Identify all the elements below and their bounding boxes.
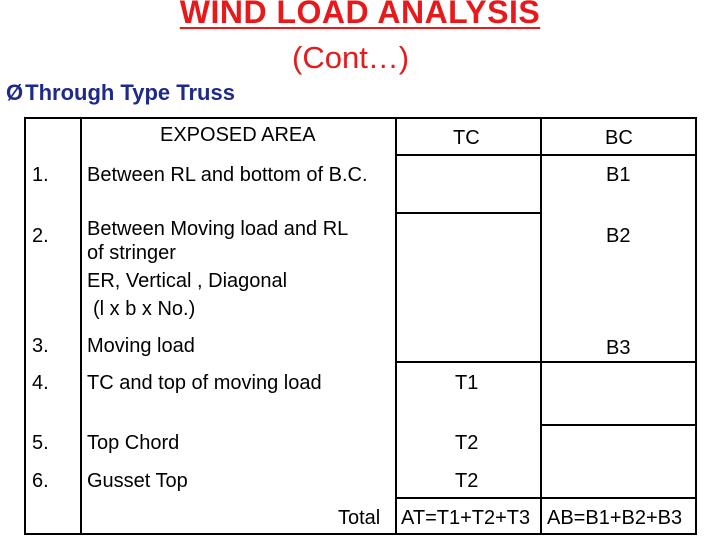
row-description-line: of stringer <box>87 242 176 264</box>
row-description-line: Between Moving load and RL <box>87 218 349 240</box>
row-number: 1. <box>32 164 49 186</box>
row-bc-value: B3 <box>606 337 631 359</box>
total-bc-formula: AB=B1+B2+B3 <box>547 507 683 529</box>
header-exposed-area: EXPOSED AREA <box>160 124 316 146</box>
row-description-line: (l x b x No.) <box>93 298 196 320</box>
row-tc-value: T2 <box>455 432 479 454</box>
row-description: Moving load <box>87 335 195 357</box>
row-description: Gusset Top <box>87 470 188 492</box>
row-description: Top Chord <box>87 432 180 454</box>
row-description-line: ER, Vertical , Diagonal <box>87 270 288 292</box>
page-title: WIND LOAD ANALYSIS <box>179 0 541 30</box>
row-tc-value: T1 <box>455 372 479 394</box>
table-divider-tc <box>540 117 542 535</box>
page-subtitle: (Cont…) <box>292 40 410 75</box>
row-description: TC and top of moving load <box>87 372 322 394</box>
row-tc-value: T2 <box>455 470 479 492</box>
row-line <box>395 212 542 214</box>
table-border-bottom <box>24 533 697 535</box>
row-line <box>395 361 697 363</box>
total-tc-formula: AT=T1+T2+T3 <box>401 507 531 529</box>
row-description: Between RL and bottom of B.C. <box>87 164 368 186</box>
row-number: 3. <box>32 335 49 357</box>
arrow-bullet-icon: Ø <box>6 80 24 105</box>
section-heading-label: Through Type Truss <box>25 80 235 105</box>
row-bc-value: B2 <box>606 225 631 247</box>
row-bc-value: B1 <box>606 164 631 186</box>
table-border-left <box>24 117 26 535</box>
section-heading <box>6 80 235 106</box>
table-divider-num <box>80 117 82 535</box>
row-number: 5. <box>32 432 49 454</box>
row-line <box>395 497 697 499</box>
row-number: 2. <box>32 225 49 247</box>
total-label: Total <box>338 507 381 529</box>
row-line <box>395 154 697 156</box>
row-number: 6. <box>32 470 49 492</box>
table-border-right <box>695 117 697 535</box>
table-border-top <box>24 117 697 119</box>
header-bc: BC <box>605 127 633 149</box>
table-divider-desc <box>395 117 397 535</box>
header-tc: TC <box>453 127 480 149</box>
row-line <box>540 424 697 426</box>
row-number: 4. <box>32 372 49 394</box>
